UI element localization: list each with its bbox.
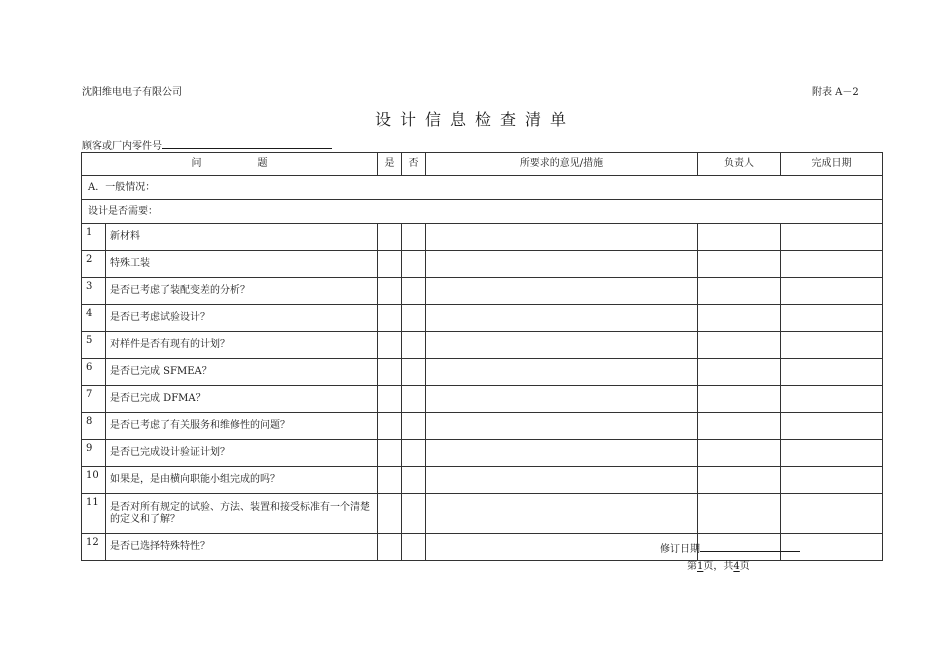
opinion-cell[interactable] bbox=[426, 467, 698, 494]
col-no: 否 bbox=[402, 153, 426, 176]
row-question: 特殊工装 bbox=[106, 251, 378, 278]
owner-cell[interactable] bbox=[698, 224, 781, 251]
row-number: 9 bbox=[82, 440, 106, 467]
section-design-needs-label: 设计是否需要： bbox=[82, 200, 883, 224]
table-row bbox=[82, 413, 883, 440]
revision-date-label: 修订日期 bbox=[660, 544, 700, 555]
row-number: 5 bbox=[82, 332, 106, 359]
opinion-cell[interactable] bbox=[426, 224, 698, 251]
no-cell[interactable] bbox=[402, 534, 426, 561]
row-question: 是否对所有规定的试验、方法、装置和接受标准有一个清楚的定义和了解？ bbox=[106, 494, 378, 534]
row-question: 新材料 bbox=[106, 224, 378, 251]
yes-cell[interactable] bbox=[378, 467, 402, 494]
yes-cell[interactable] bbox=[378, 224, 402, 251]
yes-cell[interactable] bbox=[378, 534, 402, 561]
due-date-cell[interactable] bbox=[781, 440, 883, 467]
yes-cell[interactable] bbox=[378, 305, 402, 332]
opinion-cell[interactable] bbox=[426, 359, 698, 386]
opinion-cell[interactable] bbox=[426, 494, 698, 534]
table-row bbox=[82, 251, 883, 278]
col-opinion: 所要求的意见/措施 bbox=[426, 153, 698, 176]
no-cell[interactable] bbox=[402, 467, 426, 494]
checklist-table bbox=[81, 152, 883, 561]
row-number: 1 bbox=[82, 224, 106, 251]
yes-cell[interactable] bbox=[378, 413, 402, 440]
no-cell[interactable] bbox=[402, 413, 426, 440]
opinion-cell[interactable] bbox=[426, 332, 698, 359]
no-cell[interactable] bbox=[402, 332, 426, 359]
row-question: 对样件是否有现有的计划？ bbox=[106, 332, 378, 359]
due-date-cell[interactable] bbox=[781, 305, 883, 332]
row-question: 是否已考虑了有关服务和维修性的问题？ bbox=[106, 413, 378, 440]
header-row bbox=[82, 153, 883, 176]
due-date-cell[interactable] bbox=[781, 467, 883, 494]
row-question: 是否已完成 DFMA？ bbox=[106, 386, 378, 413]
yes-cell[interactable] bbox=[378, 359, 402, 386]
owner-cell[interactable] bbox=[698, 467, 781, 494]
opinion-cell[interactable] bbox=[426, 251, 698, 278]
table-row bbox=[82, 332, 883, 359]
row-number: 3 bbox=[82, 278, 106, 305]
row-number: 6 bbox=[82, 359, 106, 386]
table-row bbox=[82, 386, 883, 413]
page-current: 1 bbox=[697, 561, 704, 572]
no-cell[interactable] bbox=[402, 440, 426, 467]
row-number: 12 bbox=[82, 534, 106, 561]
table-row bbox=[82, 278, 883, 305]
no-cell[interactable] bbox=[402, 251, 426, 278]
owner-cell[interactable] bbox=[698, 413, 781, 440]
section-general-label: A．一般情况： bbox=[82, 176, 883, 200]
col-issue: 问 题 bbox=[82, 153, 378, 176]
opinion-cell[interactable] bbox=[426, 413, 698, 440]
no-cell[interactable] bbox=[402, 494, 426, 534]
row-question: 如果是，是由横向职能小组完成的吗？ bbox=[106, 467, 378, 494]
due-date-cell[interactable] bbox=[781, 332, 883, 359]
owner-cell[interactable] bbox=[698, 494, 781, 534]
due-date-cell[interactable] bbox=[781, 251, 883, 278]
row-number: 10 bbox=[82, 467, 106, 494]
page-title: 设计信息检查清单 bbox=[374, 110, 575, 129]
owner-cell[interactable] bbox=[698, 440, 781, 467]
section-general bbox=[82, 176, 883, 200]
row-question: 是否已选择特殊特性？ bbox=[106, 534, 378, 561]
table-row bbox=[82, 440, 883, 467]
yes-cell[interactable] bbox=[378, 494, 402, 534]
owner-cell[interactable] bbox=[698, 386, 781, 413]
revision-date-underline[interactable] bbox=[700, 541, 800, 552]
table-row bbox=[82, 224, 883, 251]
opinion-cell[interactable] bbox=[426, 386, 698, 413]
table-row bbox=[82, 494, 883, 534]
row-number: 11 bbox=[82, 494, 106, 534]
company-name: 沈阳维电电子有限公司 bbox=[82, 87, 182, 98]
no-cell[interactable] bbox=[402, 278, 426, 305]
due-date-cell[interactable] bbox=[781, 224, 883, 251]
col-yes: 是 bbox=[378, 153, 402, 176]
opinion-cell[interactable] bbox=[426, 534, 698, 561]
row-number: 4 bbox=[82, 305, 106, 332]
table-row bbox=[82, 467, 883, 494]
opinion-cell[interactable] bbox=[426, 278, 698, 305]
part-number-label: 顾客或厂内零件号 bbox=[82, 141, 162, 152]
due-date-cell[interactable] bbox=[781, 278, 883, 305]
yes-cell[interactable] bbox=[378, 332, 402, 359]
due-date-cell[interactable] bbox=[781, 386, 883, 413]
owner-cell[interactable] bbox=[698, 251, 781, 278]
due-date-cell[interactable] bbox=[781, 413, 883, 440]
due-date-cell[interactable] bbox=[781, 494, 883, 534]
yes-cell[interactable] bbox=[378, 440, 402, 467]
row-question: 是否已考虑试验设计？ bbox=[106, 305, 378, 332]
revision-date bbox=[660, 540, 800, 555]
no-cell[interactable] bbox=[402, 386, 426, 413]
annex-label: 附表 A－2 bbox=[812, 87, 859, 98]
opinion-cell[interactable] bbox=[426, 440, 698, 467]
yes-cell[interactable] bbox=[378, 251, 402, 278]
row-number: 7 bbox=[82, 386, 106, 413]
part-number-field bbox=[82, 137, 332, 152]
yes-cell[interactable] bbox=[378, 386, 402, 413]
col-due-date: 完成日期 bbox=[781, 153, 883, 176]
owner-cell[interactable] bbox=[698, 278, 781, 305]
no-cell[interactable] bbox=[402, 224, 426, 251]
no-cell[interactable] bbox=[402, 305, 426, 332]
table-row bbox=[82, 359, 883, 386]
row-question: 是否已考虑了装配变差的分析？ bbox=[106, 278, 378, 305]
page-number: 第1页，共4页 bbox=[687, 561, 750, 572]
row-question: 是否已完成 SFMEA？ bbox=[106, 359, 378, 386]
row-question: 是否已完成设计验证计划？ bbox=[106, 440, 378, 467]
page-total: 4 bbox=[733, 561, 740, 572]
yes-cell[interactable] bbox=[378, 278, 402, 305]
due-date-cell[interactable] bbox=[781, 359, 883, 386]
part-number-underline[interactable] bbox=[162, 138, 332, 149]
col-owner: 负责人 bbox=[698, 153, 781, 176]
row-number: 8 bbox=[82, 413, 106, 440]
section-design-needs bbox=[82, 200, 883, 224]
no-cell[interactable] bbox=[402, 359, 426, 386]
owner-cell[interactable] bbox=[698, 332, 781, 359]
owner-cell[interactable] bbox=[698, 359, 781, 386]
row-number: 2 bbox=[82, 251, 106, 278]
table-row bbox=[82, 305, 883, 332]
owner-cell[interactable] bbox=[698, 305, 781, 332]
opinion-cell[interactable] bbox=[426, 305, 698, 332]
